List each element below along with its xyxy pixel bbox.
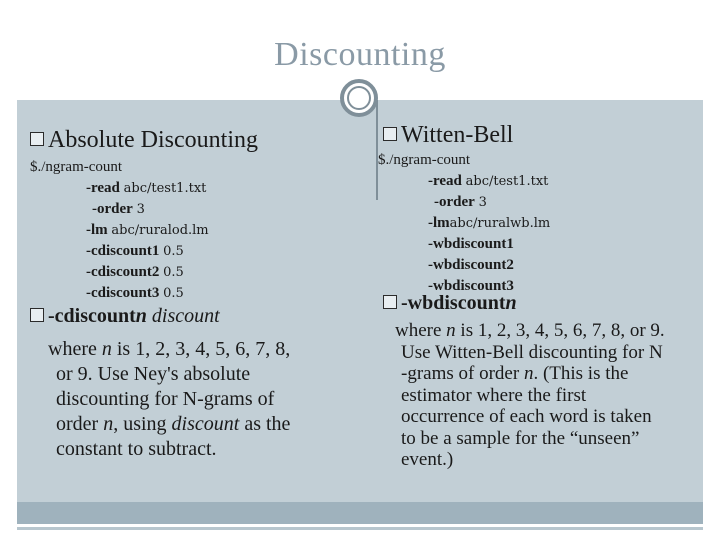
bullet-icon	[383, 127, 397, 141]
left-arg-line: -cdiscount1 0.5	[86, 243, 184, 259]
right-arg-line: -wbdiscount2	[428, 257, 514, 273]
right-arg-line: -wbdiscount3	[428, 278, 514, 294]
bullet-icon	[30, 132, 44, 146]
right-arg-line: -wbdiscount1	[428, 236, 514, 252]
right-heading: Witten-Bell	[383, 122, 513, 149]
right-code-block	[378, 150, 550, 297]
right-arg-line: -order 3	[434, 194, 487, 210]
left-code-block	[30, 157, 209, 304]
slide-title: Discounting	[274, 36, 446, 73]
right-arg-line: -read abc/test1.txt	[428, 173, 549, 189]
left-arg-line: -lm abc/ruralod.lm	[86, 222, 209, 238]
bullet-icon	[30, 308, 44, 322]
left-arg-line: -cdiscount3 0.5	[86, 285, 184, 301]
right-option: -wbdiscountn	[383, 292, 517, 315]
right-arg-line: -lmabc/ruralwb.lm	[428, 215, 551, 231]
bullet-icon	[383, 295, 397, 309]
footer-line	[17, 527, 703, 530]
right-command: $./ngram-count	[378, 152, 471, 168]
left-heading: Absolute Discounting	[30, 127, 258, 154]
footer-bar	[17, 502, 703, 524]
left-option: -cdiscountn discount	[30, 305, 220, 328]
left-arg-line: -order 3	[92, 201, 145, 217]
left-arg-line: -cdiscount2 0.5	[86, 264, 184, 280]
left-description: where n is 1, 2, 3, 4, 5, 6, 7, 8, or 9. Use Ney's absolute discounting for N-grams of order n, using discount as the constant to subtract.	[48, 338, 291, 460]
left-command: $./ngram-count	[30, 159, 123, 175]
divider-ring-icon	[340, 79, 378, 117]
left-arg-line: -read abc/test1.txt	[86, 180, 207, 196]
right-description: where n is 1, 2, 3, 4, 5, 6, 7, 8, or 9. Use Witten-Bell discounting for N -grams of order n. (This is the estimator where the first occurrence of each word is taken to be a sample for the “unseen” event.)	[395, 320, 665, 470]
